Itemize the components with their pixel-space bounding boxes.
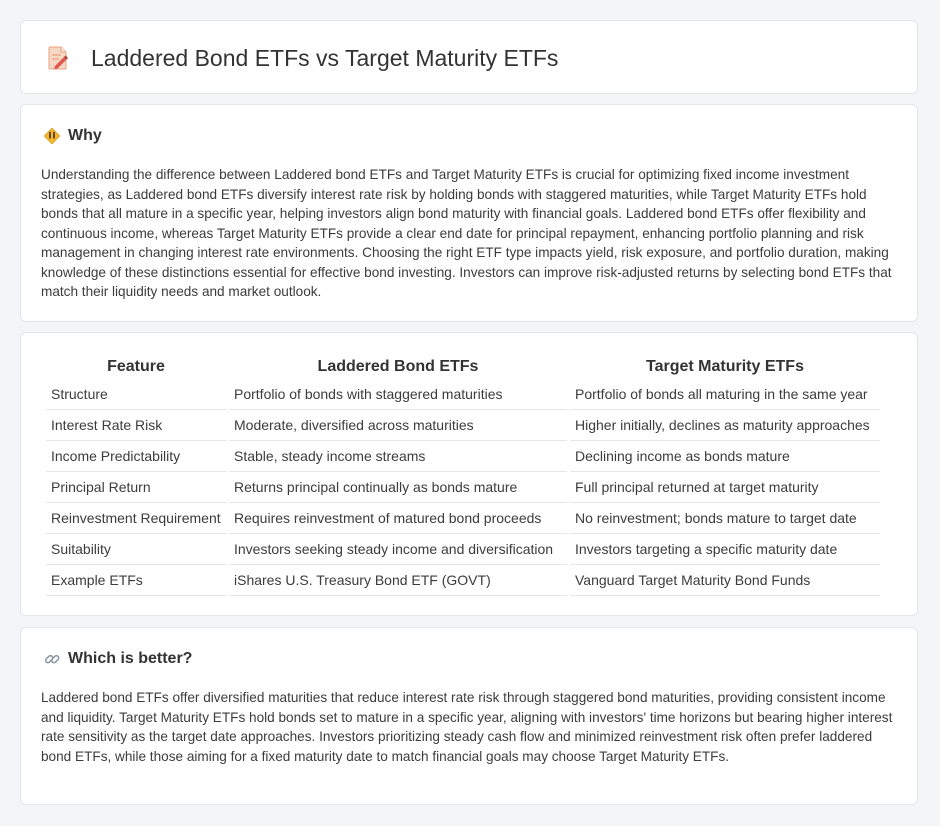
- target-cell: Portfolio of bonds all maturing in the same year: [570, 379, 880, 410]
- comparison-table-section: [20, 332, 918, 616]
- why-heading: Why: [68, 127, 102, 144]
- target-cell: Higher initially, declines as maturity approaches: [570, 410, 880, 441]
- why-section: [20, 104, 918, 322]
- comparison-table: [43, 353, 883, 596]
- header-feature: Feature: [107, 358, 165, 375]
- target-cell: Declining income as bonds mature: [570, 441, 880, 472]
- table-row: [46, 534, 880, 565]
- title-row: [47, 43, 558, 73]
- table-row: [46, 565, 880, 596]
- better-heading: Which is better?: [68, 650, 193, 667]
- header-laddered: Laddered Bond ETFs: [317, 358, 479, 375]
- feature-cell: Principal Return: [46, 472, 226, 503]
- target-cell: Vanguard Target Maturity Bond Funds: [570, 565, 880, 596]
- laddered-cell: iShares U.S. Treasury Bond ETF (GOVT): [229, 565, 567, 596]
- title-card: [20, 20, 918, 94]
- link-icon: [43, 650, 61, 668]
- warning-sign-icon: [43, 127, 61, 145]
- better-heading-row: [43, 650, 192, 668]
- table-row: [46, 410, 880, 441]
- document-pen-icon: [47, 45, 69, 71]
- table-row: [46, 441, 880, 472]
- why-heading-row: [43, 127, 102, 145]
- table-row: [46, 379, 880, 410]
- table-row: [46, 472, 880, 503]
- laddered-cell: Portfolio of bonds with staggered maturities: [229, 379, 567, 410]
- feature-cell: Interest Rate Risk: [46, 410, 226, 441]
- table-header-row: [46, 353, 880, 379]
- which-better-section: [20, 627, 918, 805]
- laddered-cell: Returns principal continually as bonds mature: [229, 472, 567, 503]
- header-target: Target Maturity ETFs: [646, 358, 804, 375]
- feature-cell: Income Predictability: [46, 441, 226, 472]
- feature-cell: Structure: [46, 379, 226, 410]
- laddered-cell: Investors seeking steady income and diversification: [229, 534, 567, 565]
- laddered-cell: Requires reinvestment of matured bond proceeds: [229, 503, 567, 534]
- page-title: Laddered Bond ETFs vs Target Maturity ETFs: [91, 45, 559, 71]
- feature-cell: Suitability: [46, 534, 226, 565]
- why-text: Understanding the difference between Laddered bond ETFs and Target Maturity ETFs is crucial for optimizing fixed income investment strategies, as Laddered bond ETFs diversify interest rate risk by holding bonds with staggered maturities, while Target Maturity ETFs hold bonds that all mature in a specific year, helping investors align bond maturity with financial goals. Laddered bond ETFs offer flexibility and continuous income, whereas Target Maturity ETFs provide a clear end date for principal repayment, enhancing portfolio planning and risk management in changing interest rate environments. Choosing the right ETF type impacts yield, risk exposure, and portfolio duration, making knowledge of these distinctions essential for effective bond investing. Investors can improve risk-adjusted returns by selecting bond ETFs that match their liquidity needs and market outlook.: [41, 167, 892, 299]
- table-row: [46, 503, 880, 534]
- feature-cell: Example ETFs: [46, 565, 226, 596]
- laddered-cell: Stable, steady income streams: [229, 441, 567, 472]
- target-cell: No reinvestment; bonds mature to target date: [570, 503, 880, 534]
- target-cell: Investors targeting a specific maturity date: [570, 534, 880, 565]
- target-cell: Full principal returned at target maturity: [570, 472, 880, 503]
- laddered-cell: Moderate, diversified across maturities: [229, 410, 567, 441]
- better-text: Laddered bond ETFs offer diversified maturities that reduce interest rate risk through staggered bond maturities, providing consistent income and liquidity. Target Maturity ETFs hold bonds set to mature in a specific year, aligning with investors' time horizons but bearing higher interest rate sensitivity as the target date approaches. Investors prioritizing steady cash flow and minimized reinvestment risk often prefer laddered bond ETFs, while those aiming for a fixed maturity date to match financial goals may choose Target Maturity ETFs.: [41, 690, 893, 764]
- feature-cell: Reinvestment Requirement: [46, 503, 226, 534]
